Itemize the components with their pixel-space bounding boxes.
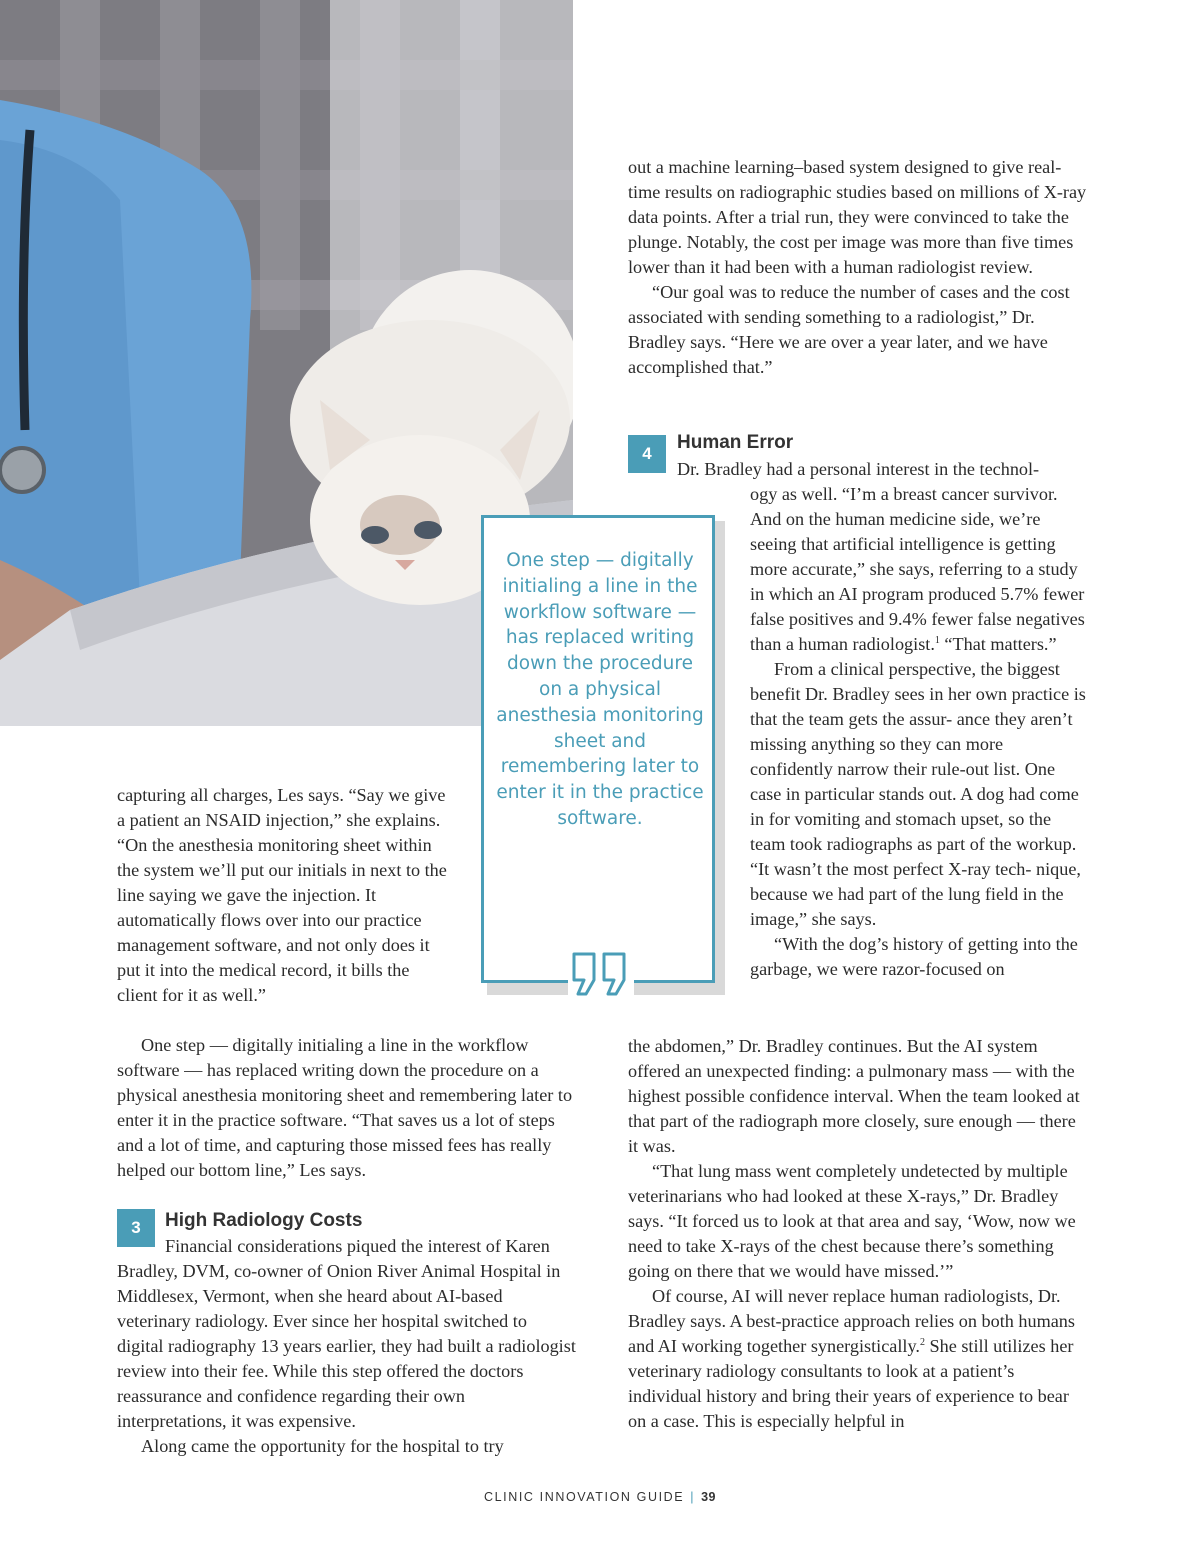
- publication-name: CLINIC INNOVATION GUIDE: [483, 1490, 685, 1504]
- body-text: [628, 1284, 1088, 1434]
- body-text: Dr. Bradley had a personal interest in the technol-: [677, 459, 1040, 479]
- right-top-column: [628, 155, 1088, 380]
- body-text: “With the dog’s history of getting into the garbage, we were razor-focused on: [750, 934, 1078, 979]
- left-main-column: [117, 1033, 577, 1183]
- section-number-badge: 4: [628, 435, 666, 473]
- closing-quote-icon: [568, 950, 634, 998]
- body-text: One step — digitally initialing a line in the workflow software — has replaced writing down the procedure on a physical anesthesia monitoring sheet and remembering later to enter it in the practice software. “That saves us a lot of steps and a lot of time, and capturing those missed fees has really helped our bottom line,” Les says.: [117, 1035, 573, 1180]
- footer-separator: |: [690, 1490, 696, 1504]
- left-top-paragraph: [117, 783, 447, 1008]
- body-text: “Our goal was to reduce the number of cases and the cost associated with sending something to a radiologist,” Dr. Bradley says. “Here we are over a year later, and we have accomplished that.”: [628, 282, 1070, 377]
- body-text-span: “That matters.”: [939, 634, 1057, 654]
- right-lower-column: [628, 1034, 1088, 1434]
- body-text: [750, 482, 1088, 657]
- footnote-marker: 2: [919, 1336, 925, 1348]
- quote-mark-icon: [568, 950, 634, 998]
- body-text: From a clinical perspective, the biggest benefit Dr. Bradley sees in her own practice is that the team gets the assur- ance they aren’t missing anything so they can more confidently narrow their rule-out list. One case in particular stands out. A dog had come in for vomiting and stomach upset, so the team took radiographs as part of the workup. “It wasn’t the most perfect X-ray tech- nique, because we had part of the lung field in the image,” she says.: [750, 659, 1086, 929]
- footnote-marker: 1: [934, 634, 940, 646]
- body-text: Financial considerations piqued the interest of Karen Bradley, DVM, co-owner of Onion River Animal Hospital in Middlesex, Vermont, when she heard about AI-based veterinary radiology. Ever since her hospital switched to digital radiography 13 years earlier, they had built a radiologist review into their fee. While this step offered the doctors reassurance and confidence regarding their own interpretations, it was expensive.: [117, 1236, 576, 1431]
- body-text-span: ogy as well. “I’m a breast cancer survivor. And on the human medicine side, we’re seeing that artificial intelligence is getting more accurate,” she says, referring to a study in which an AI program produced 5.7% fewer false positives and 9.4% fewer false negatives than a human radiologist.: [750, 484, 1085, 654]
- section-heading: High Radiology Costs: [165, 1210, 363, 1231]
- body-text: out a machine learning–based system designed to give real-time results on radiographic studies based on millions of X-ray data points. After a trial run, they were convinced to take the plunge. Notably, the cost per image was more than five times lower than it had been with a human radiologist review.: [628, 157, 1087, 277]
- page-number: 39: [701, 1490, 716, 1504]
- body-text: capturing all charges, Les says. “Say we give a patient an NSAID injection,” she explains. “On the anesthesia monitoring sheet within the system we’ll put our initials in next to the line saying we gave the injection. It automatically flows over into our practice management software, and not only does it put it into the medical record, it bills the client for it as well.”: [117, 785, 447, 1005]
- section4-first-line: [677, 457, 1097, 482]
- section-number-badge: 3: [117, 1209, 155, 1247]
- body-text: Along came the opportunity for the hospital to try: [141, 1436, 504, 1456]
- right-wrapped-column: [750, 482, 1088, 982]
- section3-body: [117, 1234, 577, 1459]
- pull-quote-text: One step — digitally initialing a line in the workflow software — has replaced writing down the procedure on a physical anesthesia monitoring sheet and remembering later to enter it in the practice software.: [496, 550, 704, 829]
- section-heading: Human Error: [677, 432, 794, 453]
- page-footer: [0, 1490, 1200, 1504]
- body-text-span: Of course, AI will never replace human radiologists, Dr. Bradley says. A best-practice approach relies on both humans and AI working together synergistically.: [628, 1286, 1075, 1356]
- body-text: the abdomen,” Dr. Bradley continues. But the AI system offered an unexpected finding: a pulmonary mass — with the highest possible confidence interval. When the team looked at that part of the radiograph more closely, sure enough — there it was.: [628, 1036, 1080, 1156]
- body-text: “That lung mass went completely undetected by multiple veterinarians who had looked at these X-rays,” Dr. Bradley says. “It forced us to look at that area and say, ‘Wow, now we need to take X-rays of the chest because there’s something going on there that we would have missed.’”: [628, 1161, 1076, 1281]
- body-text-span: She still utilizes her veterinary radiology consultants to look at a patient’s individual history and bring their years of experience to bear on a case. This is especially helpful in: [628, 1336, 1074, 1431]
